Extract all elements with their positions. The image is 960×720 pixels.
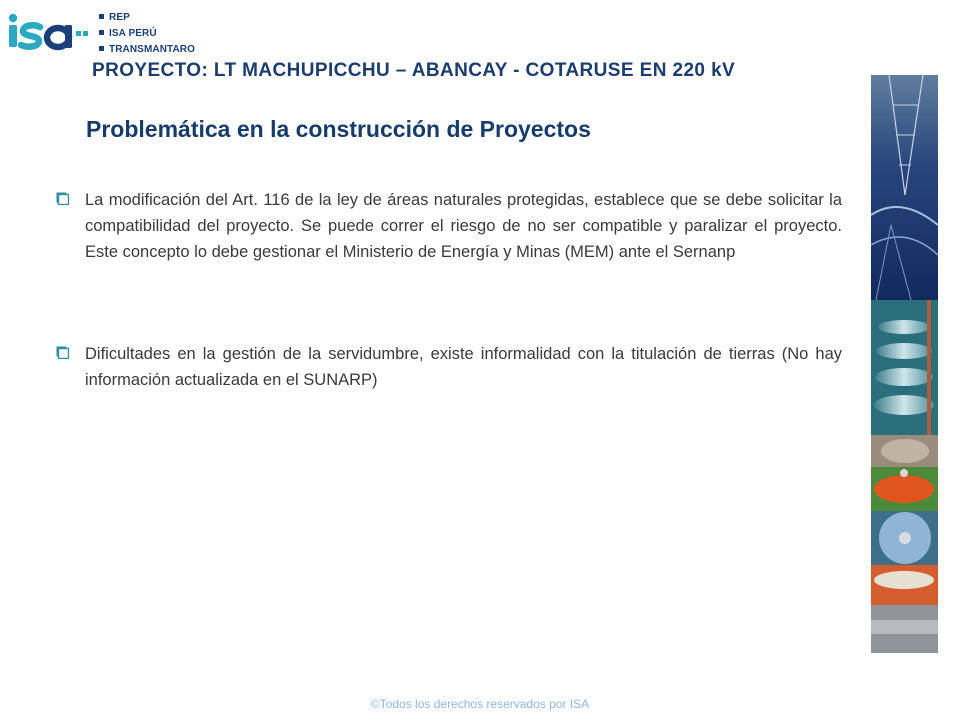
disc-insulator-photo: [871, 511, 938, 565]
logo-company-item: REP: [99, 10, 195, 26]
project-title: PROYECTO: LT MACHUPICCHU – ABANCAY - COTARUSE EN 220 kV: [92, 60, 736, 81]
logo-company-item: TRANSMANTARO: [99, 42, 195, 58]
checkbox-bullet-icon: [56, 192, 69, 205]
cable-photo: [871, 565, 938, 605]
bullet-text: Dificultades en la gestión de la servidumbre, existe informalidad con la titulación de tierras (No hay información actualizada en el SUNARP): [85, 345, 842, 389]
isa-logo: [6, 8, 196, 58]
isa-logo-mark: [6, 10, 90, 54]
decorative-photo-strip: [871, 75, 938, 653]
bullet-item: [56, 341, 842, 393]
orange-insulator-photo: [871, 467, 938, 511]
rock-photo: [871, 435, 938, 467]
footer-copyright: ©Todos los derechos reservados por ISA: [370, 697, 590, 711]
transmission-tower-photo: [871, 75, 938, 300]
logo-company-item: ISA PERÚ: [99, 26, 195, 42]
slide-title: Problemática en la construcción de Proyectos: [86, 116, 591, 142]
pipe-photo: [871, 605, 938, 653]
checkbox-bullet-icon: [56, 346, 69, 359]
bullet-item: [56, 187, 842, 265]
logo-company-list: [99, 10, 195, 58]
insulator-photo: [871, 300, 938, 435]
bullet-text: La modificación del Art. 116 de la ley de áreas naturales protegidas, establece que se debe solicitar la compatibilidad del proyecto. Se puede correr el riesgo de no ser compatible y paralizar el proyecto. Este concepto lo debe gestionar el Ministerio de Energía y Minas (MEM) ante el Sernanp: [85, 191, 842, 261]
